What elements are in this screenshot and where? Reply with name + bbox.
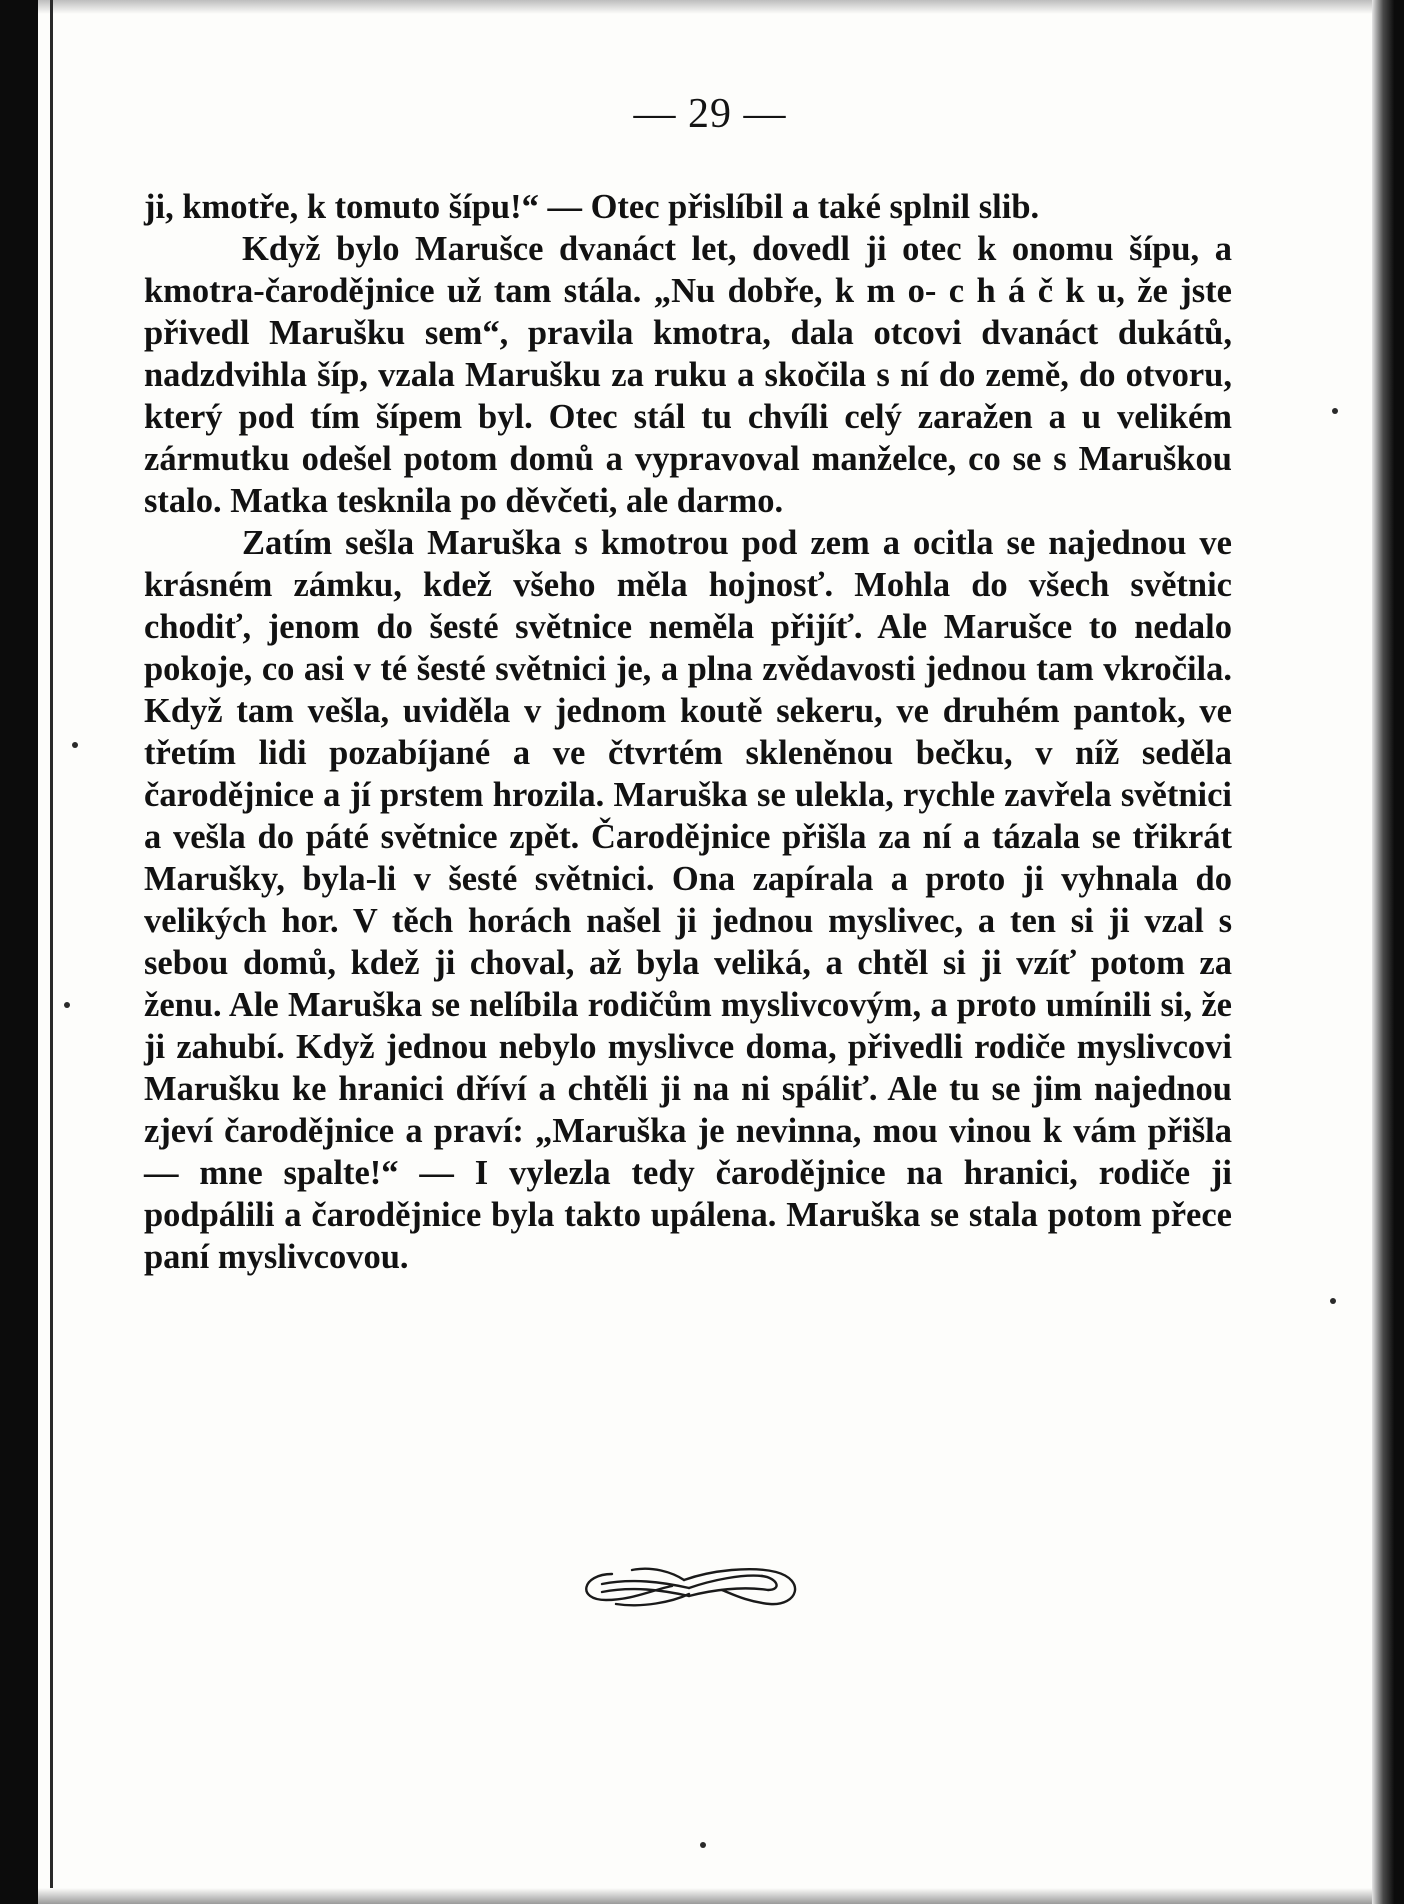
page-number: — 29 — <box>633 91 787 137</box>
top-page-edge <box>38 0 1372 14</box>
flourish-svg <box>572 1560 806 1614</box>
paragraph-3: Zatím sešla Maruška s kmotrou pod zem a ocitla se najednou ve krásném zámku, kdež všeho měla hojnosť. Mohla do všech světnic chodiť, jenom do šesté světnice neměla přijíť. Ale Marušce to nedalo pokoje, co asi v té šesté světnici je, a plna zvědavosti jednou tam vkročila. Když tam vešla, uviděla v jednom koutě sekeru, ve druhém pantok, ve třetím lidi pozabíjané a ve čtvrtém skleněnou bečku, v níž seděla čarodějnice a jí prstem hrozila. Maruška se ulekla, rychle zavřela světnici a vešla do páté světnice zpět. Čarodějnice přišla za ní a tázala se třikrát Marušky, byla-li v šesté světnici. Ona zapírala a proto ji vyhnala do velikých hor. V těch horách našel ji jednou myslivec, a ten si ji vzal s sebou domů, kdež ji choval, až byla veliká, a chtěl si ji vzíť potom za ženu. Ale Maruška se nelíbila rodičům myslivcovým, a proto umínili si, že ji zahubí. Když jednou nebylo myslivce doma, přivedli rodiče myslivcovi Marušku ke hranici dříví a chtěli ji na ni spáliť. Ale tu se jim najednou zjeví čarodějnice a praví: „Maruška je nevinna, mou vinou k vám přišla — mne spalte!“ — I vylezla tedy čarodějnice na hranici, rodiče ji podpálili a čarodějnice byla takto upálena. Maruška se stala potom přece paní myslivcovou. <box>144 524 1232 1276</box>
body-text <box>144 186 1232 1278</box>
print-speck <box>700 1842 706 1848</box>
print-speck <box>1332 408 1338 414</box>
bottom-page-edge <box>38 1888 1372 1904</box>
print-speck <box>64 1002 70 1008</box>
print-speck <box>72 742 78 748</box>
paragraph-1: ji, kmotře, k tomuto šípu!“ — Otec přislíbil a také splnil slib. <box>144 188 1040 226</box>
print-speck <box>1330 1298 1336 1304</box>
left-margin-rule <box>50 0 53 1904</box>
right-page-edge <box>1372 0 1404 1904</box>
left-binding-shadow <box>0 0 38 1904</box>
paragraph-2: Když bylo Marušce dvanáct let, dovedl ji otec k onomu šípu, a kmotra-čarodějnice už tam stála. „Nu dobře, k m o- c h á č k u, že jste přivedl Marušku sem“, pravila kmotra, dala otcovi dvanáct dukátů, nadzdvihla šíp, vzala Marušku za ruku a skočila s ní do země, do otvoru, který pod tím šípem byl. Otec stál tu chvíli celý zaražen a u velikém zármutku odešel potom domů a vypravoval manželce, co se s Maruškou stalo. Matka tesknila po děvčeti, ale darmo. <box>144 230 1232 520</box>
decorative-flourish-icon <box>572 1560 806 1614</box>
